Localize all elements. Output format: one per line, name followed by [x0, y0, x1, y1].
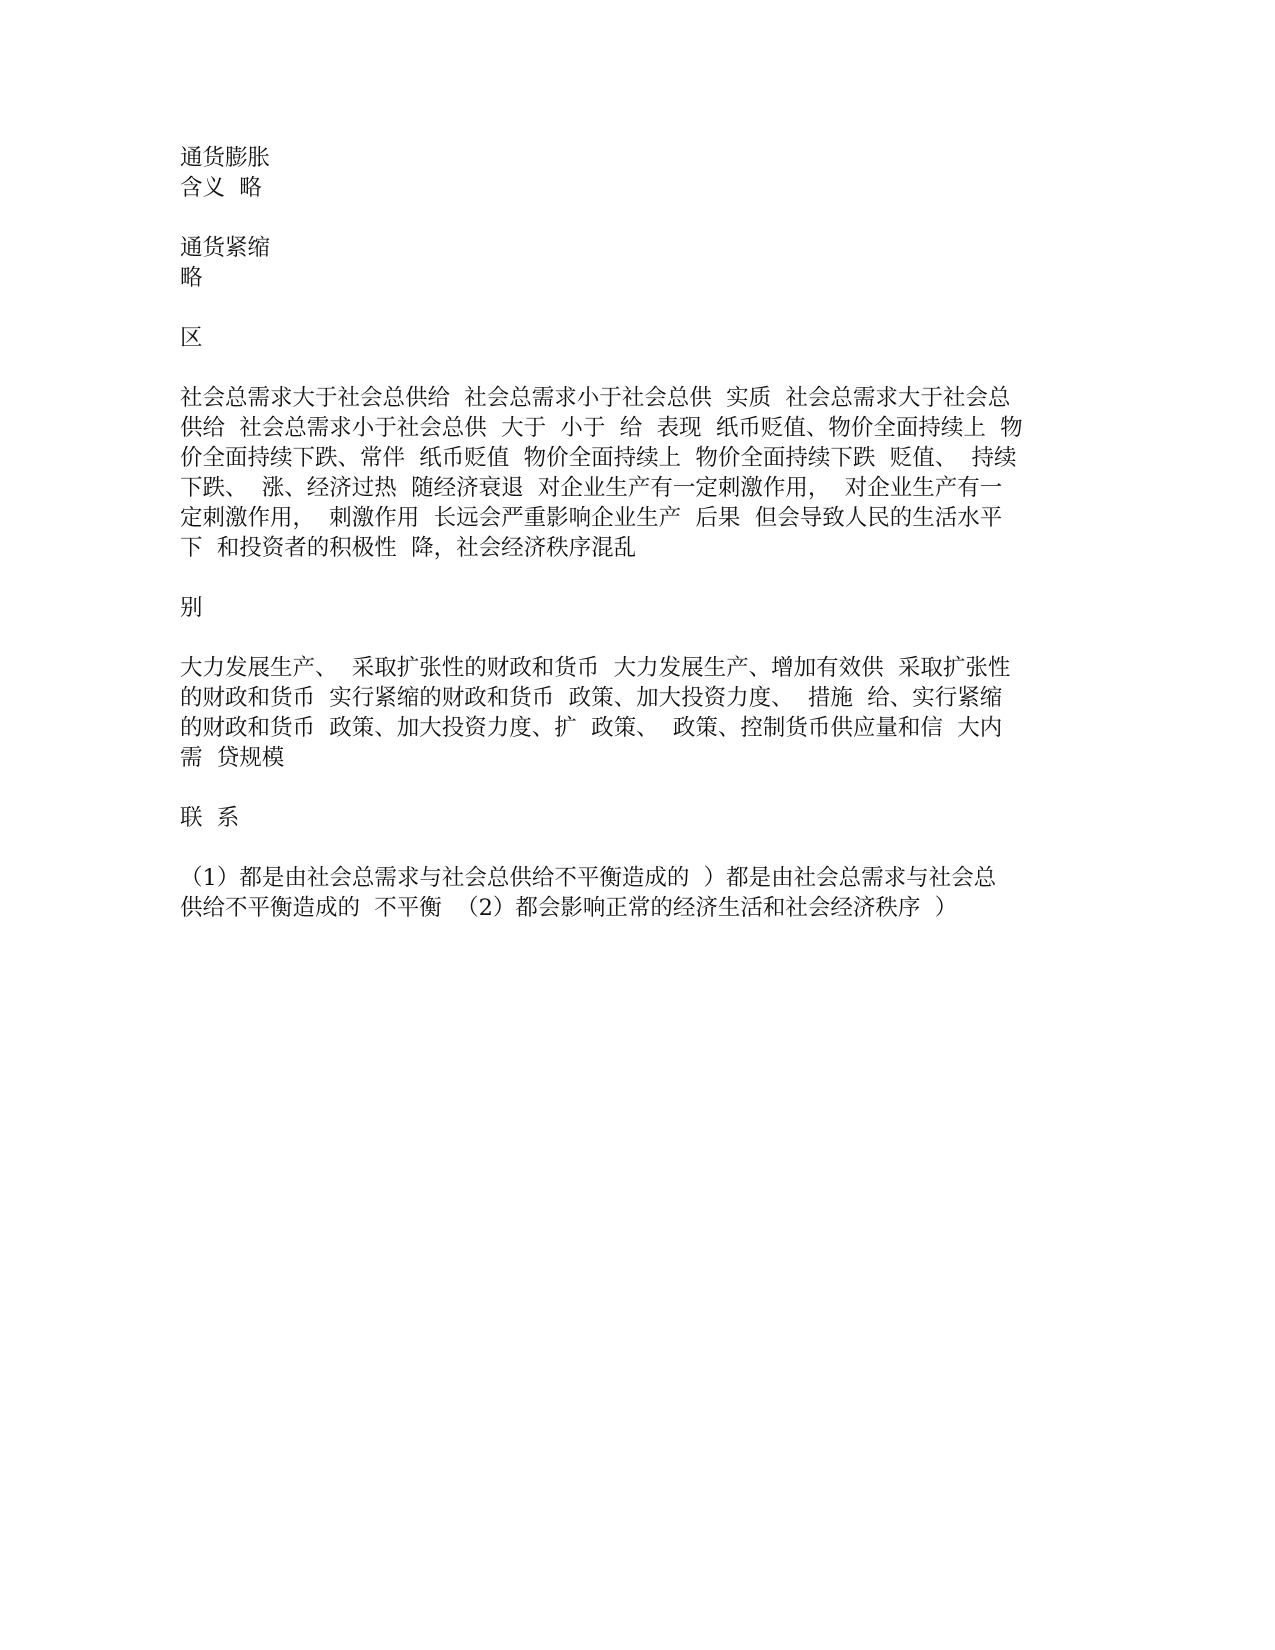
paragraph-line: 下跌、 涨、经济过热 随经济衰退 对企业生产有一定刺激作用， 对企业生产有一 [180, 475, 1003, 501]
spacer [180, 833, 1060, 863]
heading-inflation: 通货膨胀 [180, 145, 271, 171]
paragraph-line: 大力发展生产、 采取扩张性的财政和货币 大力发展生产、增加有效供 采取扩张性 [180, 655, 1011, 681]
paragraph-line: 价全面持续下跌、常伴 纸币贬值 物价全面持续上 物价全面持续下跌 贬值、 持续 [180, 445, 1017, 471]
definition-inflation: 含义 略 [180, 175, 262, 201]
section-label-difference-2: 别 [180, 595, 203, 621]
spacer [180, 623, 1060, 653]
spacer [180, 293, 1060, 323]
spacer [180, 203, 1060, 233]
paragraph-line: 定刺激作用， 刺激作用 长远会严重影响企业生产 后果 但会导致人民的生活水平 [180, 505, 1003, 531]
paragraph-line: 下 和投资者的积极性 降，社会经济秩序混乱 [180, 535, 637, 561]
paragraph-line: 需 贷规模 [180, 745, 285, 771]
spacer [180, 353, 1060, 383]
definition-deflation: 略 [180, 265, 203, 291]
document-body [180, 143, 1060, 923]
section-label-difference-1: 区 [180, 325, 203, 351]
paragraph-line: 供给 社会总需求小于社会总供 大于 小于 给 表现 纸币贬值、物价全面持续上 物 [180, 415, 1023, 441]
paragraph-line: （1）都是由社会总需求与社会总供给不平衡造成的 ）都是由社会总需求与社会总 [180, 865, 997, 891]
paragraph-line: 供给不平衡造成的 不平衡 （2）都会影响正常的经济生活和社会经济秩序 ） [180, 895, 958, 921]
spacer [180, 773, 1060, 803]
paragraph-line: 的财政和货币 政策、加大投资力度、扩 政策、 政策、控制货币供应量和信 大内 [180, 715, 1003, 741]
heading-deflation: 通货紧缩 [180, 235, 271, 261]
section-label-connection: 联 系 [180, 805, 240, 831]
spacer [180, 563, 1060, 593]
paragraph-line: 社会总需求大于社会总供给 社会总需求小于社会总供 实质 社会总需求大于社会总 [180, 385, 1011, 411]
paragraph-line: 的财政和货币 实行紧缩的财政和货币 政策、加大投资力度、 措施 给、实行紧缩 [180, 685, 1003, 711]
